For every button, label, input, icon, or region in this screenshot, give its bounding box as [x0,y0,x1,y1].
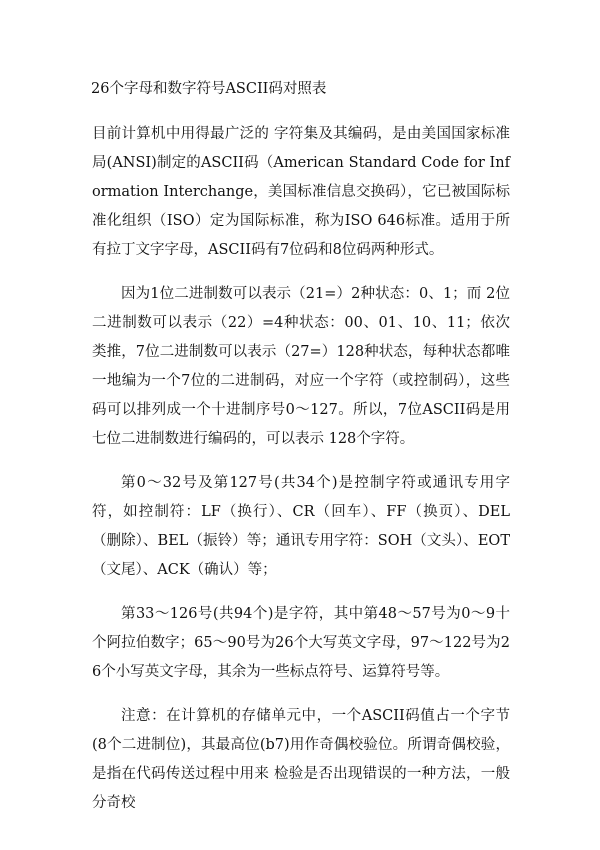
paragraph-control-chars: 第0～32号及第127号(共34个)是控制字符或通讯专用字符，如控制符：LF（换行）、CR（回车）、FF（换页）、DEL（删除）、BEL（振铃）等；通讯专用字符：SOH（文头）、EOT（文尾）、ACK（确认）等； [92,475,510,578]
document-body [92,120,510,833]
paragraph-ascii-intro: 目前计算机中用得最广泛的 字符集及其编码，是由美国国家标准局(ANSI)制定的ASCII码（American Standard Code for Information Interchange，美国标准信息交换码），它已被国际标准化组织（ISO）定为国际标准，称为ISO 646标准。适用于所有拉丁文字字母，ASCII码有7位码和8位码两种形式。 [92,126,510,258]
document-title: 26个字母和数字符号ASCII码对照表 [91,81,327,97]
paragraph-parity-note: 注意：在计算机的存储单元中，一个ASCII码值占一个字节(8个二进制位)，其最高位(b7)用作奇偶校验位。所谓奇偶校验，是指在代码传送过程中用来 检验是否出现错误的一种方法，一般分奇校 [92,708,510,811]
paragraph-printable-chars: 第33～126号(共94个)是字符，其中第48～57号为0～9十个阿拉伯数字；65～90号为26个大写英文字母，97～122号为26个小写英文字母，其余为一些标点符号、运算符号等。 [92,606,510,680]
paragraph-binary-states: 因为1位二进制数可以表示（21=）2种状态：0、1；而 2位二进制数可以表示（22）=4种状态：00、01、10、11；依次类推，7位二进制数可以表示（27=）128种状态，每种状态都唯一地编为一个7位的二进制码，对应一个字符（或控制码），这些码可以排列成一个十进制序号0～127。所以，7位ASCII码是用七位二进制数进行编码的，可以表示 128个字符。 [92,286,510,447]
